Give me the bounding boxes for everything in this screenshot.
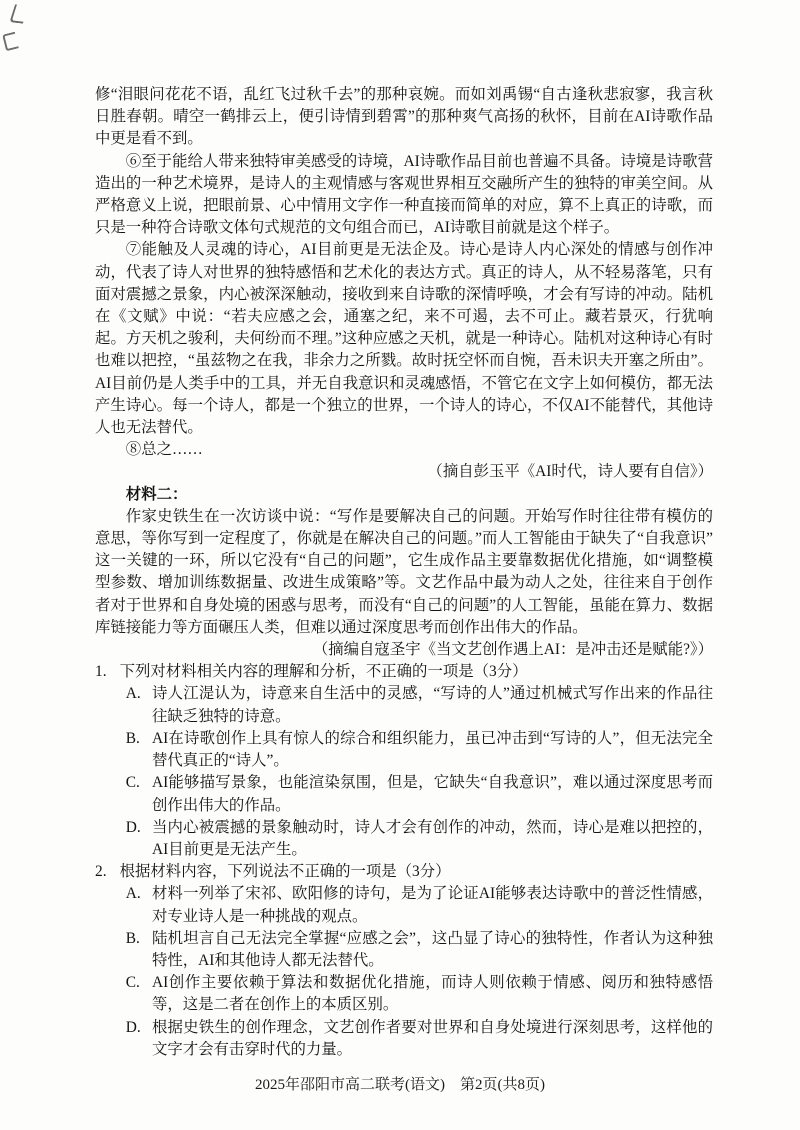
question-1-text: 下列对材料相关内容的理解和分析，不正确的一项是（3分） <box>119 663 528 681</box>
page-footer: 2025年邵阳市高二联考(语文) 第2页(共8页) <box>255 1077 545 1093</box>
question-2-text: 根据材料内容，下列说法不正确的一项是（3分） <box>119 863 451 881</box>
option-text: AI能够描写景象，也能渲染氛围，但是，它缺失“自我意识”，难以通过深度思考而创作出伟大的作品。 <box>151 774 713 814</box>
option-text: 诗人江湜认为，诗意来自生活中的灵感，“写诗的人”通过机械式写作出来的作品往往缺乏独特的诗意。 <box>151 685 713 725</box>
option-label: A. <box>125 885 141 903</box>
question-1 <box>95 661 713 861</box>
question-2-stem <box>95 861 713 883</box>
option-label: C. <box>125 774 140 792</box>
option-text: 根据史铁生的创作理念，文艺创作者要对世界和自身处境进行深刻思考，这样他的文字才会有击穿时代的力量。 <box>151 1018 713 1058</box>
material2-label: 材料二： <box>125 485 188 503</box>
question-1-option-b <box>95 728 713 772</box>
option-text: 材料一列举了宋祁、欧阳修的诗句，是为了论证AI能够表达诗歌中的普泛性情感，对专业诗人是一种挑战的观点。 <box>151 885 713 925</box>
option-label: A. <box>125 685 141 703</box>
option-label: D. <box>125 1018 141 1036</box>
question-1-option-d <box>95 817 713 861</box>
option-label: B. <box>125 729 140 747</box>
option-label: B. <box>125 929 140 947</box>
material1-paragraph-7: ⑦能触及人灵魂的诗心，AI目前更是无法企及。诗心是诗人内心深处的情感与创作冲动，代表了诗人对世界的独特感悟和艺术化的表达方式。真正的诗人，从不轻易落笔，只有面对震撼之景象，内心被深深触动，接收到来自诗歌的深情呼唤，才会有写诗的冲动。陆机在《文赋》中说：“若夫应感之会，通塞之纪，来不可遏，去不可止。藏若景灭，行犹响起。方天机之骏利，夫何纷而不理。”这种应感之天机，就是一种诗心。陆机对这种诗心有时也难以把控，“虽兹物之在我，非余力之所戮。故时抚空怀而自惋，吾未识夫开塞之所由”。AI目前仍是人类手中的工具，并无自我意识和灵魂感悟，不管它在文字上如何模仿，都无法产生诗心。每一个诗人，都是一个独立的世界，一个诗人的诗心，不仅AI不能替代，其他诗人也无法替代。 <box>95 241 713 437</box>
option-text: AI创作主要依赖于算法和数据优化措施，而诗人则依赖于情感、阅历和独特感悟等，这是二者在创作上的本质区别。 <box>151 974 713 1014</box>
question-1-option-a <box>95 683 713 727</box>
question-1-option-c <box>95 772 713 816</box>
page-content <box>95 84 713 1061</box>
question-2 <box>95 861 713 1061</box>
option-label: C. <box>125 974 140 992</box>
material1-attribution: （摘自彭玉平《AI时代，诗人要有自信》） <box>427 463 713 481</box>
question-2-number: 2. <box>95 863 107 881</box>
option-text: 陆机坦言自己无法完全掌握“应感之会”，这凸显了诗心的独特性，作者认为这种独特性，AI和其他诗人都无法替代。 <box>151 929 713 969</box>
question-2-option-a <box>95 883 713 927</box>
question-2-option-b <box>95 928 713 972</box>
material1-paragraph-6: ⑥至于能给人带来独特审美感受的诗境，AI诗歌作品目前也普遍不具备。诗境是诗歌营造出的一种艺术境界，是诗人的主观情感与客观世界相互交融所产生的独特的审美空间。从严格意义上说，把眼前景、心中情用文字作一种直接而简单的对应，算不上真正的诗歌，而只是一种符合诗歌文体句式规范的文句组合而已，AI诗歌目前就是这个样子。 <box>95 152 713 237</box>
question-1-stem <box>95 661 713 683</box>
material1-paragraph-8: ⑧总之…… <box>125 441 203 459</box>
material1-paragraph-continuation: 修“泪眼问花花不语，乱红飞过秋千去”的那种哀婉。而如刘禹锡“自古逢秋悲寂寥，我言秋日胜春朝。晴空一鹤排云上，便引诗情到碧霄”的那种爽气高扬的秋怀，目前在AI诗歌作品中更是看不到。 <box>95 86 713 148</box>
option-label: D. <box>125 818 141 836</box>
option-text: AI在诗歌创作上具有惊人的综合和组织能力，虽已冲击到“写诗的人”，但无法完全替代真正的“诗人”。 <box>151 729 713 770</box>
question-2-option-c <box>95 972 713 1016</box>
question-2-option-d <box>95 1017 713 1061</box>
option-text: 当内心被震撼的景象触动时，诗人才会有创作的冲动，然而，诗心是难以把控的，AI目前更是无法产生。 <box>151 818 713 858</box>
question-1-number: 1. <box>95 663 107 681</box>
scan-artifact <box>2 32 19 52</box>
scan-artifact <box>9 4 28 23</box>
material2-attribution: （摘编自寇圣宇《当文艺创作遇上AI：是冲击还是赋能?》） <box>312 641 713 659</box>
material2-paragraph: 作家史铁生在一次访谈中说：“写作是要解决自己的问题。开始写作时往往带有模仿的意思，等你写到一定程度了，你就是在解决自己的问题。”而人工智能由于缺失了“自我意识”这一关键的一环，所以它没有“自己的问题”，它生成作品主要靠数据优化措施，如“调整模型参数、增加训练数据量、改进生成策略”等。文艺作品中最为动人之处，往往来自于创作者对于世界和自身处境的困惑与思考，而没有“自己的问题”的人工智能，虽能在算力、数据库链接能力等方面碾压人类，但难以通过深度思考而创作出伟大的作品。 <box>95 507 713 636</box>
